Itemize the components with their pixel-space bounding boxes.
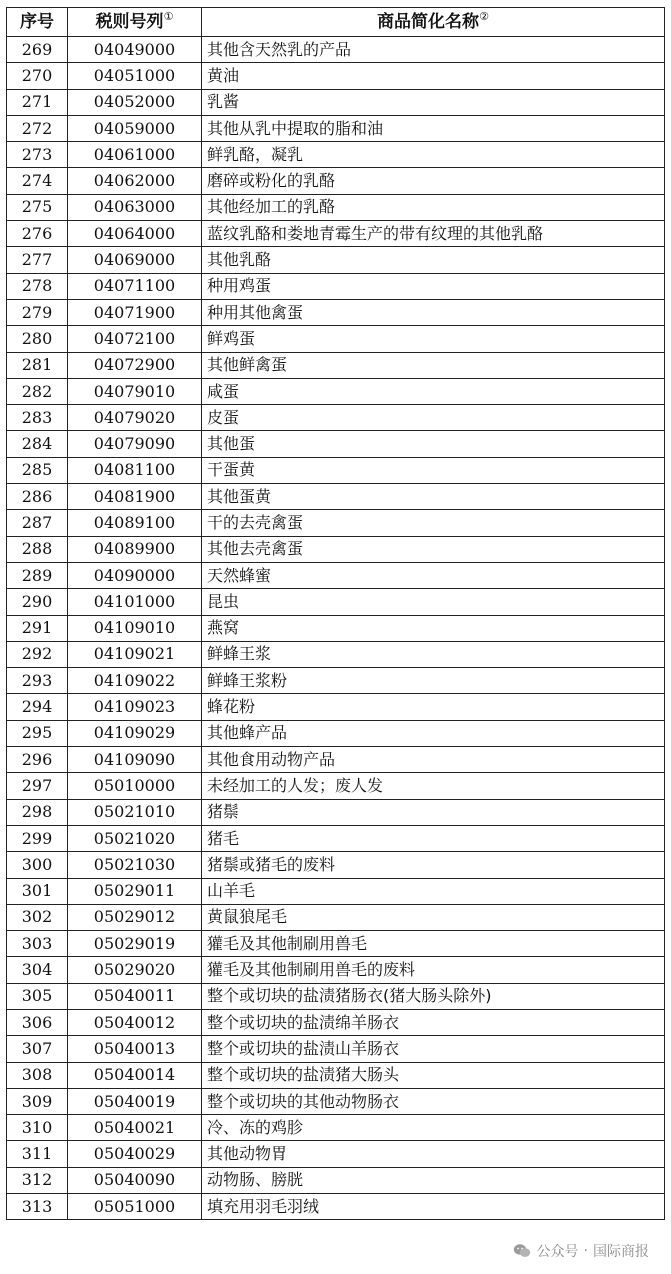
table-row [7, 89, 665, 115]
tariff-code-cell: 05021010 [68, 799, 202, 825]
serial-no-cell: 295 [7, 720, 68, 746]
tariff-code-cell: 04062000 [68, 168, 202, 194]
tariff-code-cell: 05021020 [68, 825, 202, 851]
tariff-code-cell: 04089100 [68, 510, 202, 536]
tariff-code-cell: 04109022 [68, 668, 202, 694]
tariff-code-cell: 05029019 [68, 931, 202, 957]
serial-no-cell: 289 [7, 562, 68, 588]
table-row [7, 1141, 665, 1167]
table-row [7, 536, 665, 562]
table-row [7, 668, 665, 694]
table-row [7, 878, 665, 904]
serial-no-cell: 286 [7, 484, 68, 510]
serial-no-cell: 273 [7, 142, 68, 168]
product-name-cell: 其他含天然乳的产品 [202, 37, 665, 63]
table-row [7, 1036, 665, 1062]
product-name-cell: 未经加工的人发；废人发 [202, 773, 665, 799]
product-name-cell: 其他蛋 [202, 431, 665, 457]
serial-no-cell: 302 [7, 904, 68, 930]
table-row [7, 484, 665, 510]
tariff-code-cell: 04089900 [68, 536, 202, 562]
serial-no-cell: 298 [7, 799, 68, 825]
table-body [7, 37, 665, 1220]
tariff-table-container [6, 7, 664, 1220]
product-name-cell: 猪鬃或猪毛的废料 [202, 852, 665, 878]
tariff-code-cell: 04061000 [68, 142, 202, 168]
serial-no-cell: 301 [7, 878, 68, 904]
serial-no-cell: 304 [7, 957, 68, 983]
serial-no-cell: 294 [7, 694, 68, 720]
tariff-code-cell: 04090000 [68, 562, 202, 588]
tariff-code-cell: 05040019 [68, 1088, 202, 1114]
tariff-code-cell: 04072900 [68, 352, 202, 378]
table-row [7, 63, 665, 89]
product-name-cell: 鲜乳酪，凝乳 [202, 142, 665, 168]
header-product-name: 商品简化名称② [202, 8, 665, 37]
table-row [7, 641, 665, 667]
table-row [7, 168, 665, 194]
tariff-code-cell: 04064000 [68, 221, 202, 247]
table-row [7, 115, 665, 141]
watermark-account-name: 国际商报 [593, 1244, 649, 1260]
product-name-cell: 干的去壳禽蛋 [202, 510, 665, 536]
table-row [7, 694, 665, 720]
product-name-cell: 其他动物胃 [202, 1141, 665, 1167]
serial-no-cell: 279 [7, 299, 68, 325]
product-name-cell: 整个或切块的盐渍山羊肠衣 [202, 1036, 665, 1062]
product-name-cell: 整个或切块的盐渍猪肠衣(猪大肠头除外) [202, 983, 665, 1009]
serial-no-cell: 311 [7, 1141, 68, 1167]
serial-no-cell: 275 [7, 194, 68, 220]
serial-no-cell: 271 [7, 89, 68, 115]
table-row [7, 378, 665, 404]
table-row [7, 1194, 665, 1220]
tariff-code-cell: 05040029 [68, 1141, 202, 1167]
serial-no-cell: 281 [7, 352, 68, 378]
tariff-code-cell: 04049000 [68, 37, 202, 63]
table-row [7, 957, 665, 983]
footnote-marker-2: ② [479, 10, 489, 23]
table-row [7, 747, 665, 773]
tariff-code-cell: 04071900 [68, 299, 202, 325]
serial-no-cell: 283 [7, 405, 68, 431]
product-name-cell: 整个或切块的其他动物肠衣 [202, 1088, 665, 1114]
product-name-cell: 其他蛋黄 [202, 484, 665, 510]
table-row [7, 221, 665, 247]
table-row [7, 983, 665, 1009]
watermark [509, 1239, 653, 1263]
table-row [7, 562, 665, 588]
header-tariff-code: 税则号列① [68, 8, 202, 37]
table-row [7, 1062, 665, 1088]
table-row [7, 405, 665, 431]
product-name-cell: 鲜蜂王浆粉 [202, 668, 665, 694]
serial-no-cell: 285 [7, 457, 68, 483]
serial-no-cell: 297 [7, 773, 68, 799]
tariff-code-cell: 05040090 [68, 1167, 202, 1193]
serial-no-cell: 296 [7, 747, 68, 773]
tariff-code-cell: 04101000 [68, 589, 202, 615]
product-name-cell: 皮蛋 [202, 405, 665, 431]
product-name-cell: 动物肠、膀胱 [202, 1167, 665, 1193]
table-row [7, 904, 665, 930]
product-name-cell: 蜂花粉 [202, 694, 665, 720]
product-name-cell: 干蛋黄 [202, 457, 665, 483]
product-name-cell: 其他鲜禽蛋 [202, 352, 665, 378]
tariff-code-cell: 04109021 [68, 641, 202, 667]
tariff-code-cell: 05051000 [68, 1194, 202, 1220]
serial-no-cell: 291 [7, 615, 68, 641]
product-name-cell: 鲜蜂王浆 [202, 641, 665, 667]
serial-no-cell: 276 [7, 221, 68, 247]
serial-no-cell: 309 [7, 1088, 68, 1114]
serial-no-cell: 290 [7, 589, 68, 615]
serial-no-cell: 288 [7, 536, 68, 562]
tariff-code-cell: 04079010 [68, 378, 202, 404]
product-name-cell: 其他去壳禽蛋 [202, 536, 665, 562]
serial-no-cell: 307 [7, 1036, 68, 1062]
tariff-table [6, 7, 665, 1220]
serial-no-cell: 292 [7, 641, 68, 667]
watermark-separator: · [583, 1243, 588, 1259]
table-row [7, 273, 665, 299]
table-row [7, 142, 665, 168]
table-row [7, 352, 665, 378]
product-name-cell: 其他食用动物产品 [202, 747, 665, 773]
product-name-cell: 黄鼠狼尾毛 [202, 904, 665, 930]
table-row [7, 510, 665, 536]
product-name-cell: 咸蛋 [202, 378, 665, 404]
tariff-code-cell: 05010000 [68, 773, 202, 799]
serial-no-cell: 305 [7, 983, 68, 1009]
table-row [7, 773, 665, 799]
product-name-cell: 其他蜂产品 [202, 720, 665, 746]
product-name-cell: 整个或切块的盐渍猪大肠头 [202, 1062, 665, 1088]
tariff-code-cell: 05040021 [68, 1115, 202, 1141]
product-name-cell: 其他乳酪 [202, 247, 665, 273]
table-row [7, 457, 665, 483]
tariff-code-cell: 04109010 [68, 615, 202, 641]
tariff-code-cell: 04072100 [68, 326, 202, 352]
wechat-official-account-icon [513, 1243, 531, 1259]
tariff-code-cell: 05021030 [68, 852, 202, 878]
serial-no-cell: 310 [7, 1115, 68, 1141]
tariff-code-cell: 04109029 [68, 720, 202, 746]
serial-no-cell: 300 [7, 852, 68, 878]
table-row [7, 1009, 665, 1035]
tariff-code-cell: 04069000 [68, 247, 202, 273]
product-name-cell: 獾毛及其他制刷用兽毛 [202, 931, 665, 957]
product-name-cell: 其他经加工的乳酪 [202, 194, 665, 220]
table-row [7, 299, 665, 325]
tariff-code-cell: 04109023 [68, 694, 202, 720]
product-name-cell: 其他从乳中提取的脂和油 [202, 115, 665, 141]
product-name-cell: 整个或切块的盐渍绵羊肠衣 [202, 1009, 665, 1035]
tariff-code-cell: 04071100 [68, 273, 202, 299]
tariff-code-cell: 05040011 [68, 983, 202, 1009]
product-name-cell: 天然蜂蜜 [202, 562, 665, 588]
product-name-cell: 磨碎或粉化的乳酪 [202, 168, 665, 194]
serial-no-cell: 277 [7, 247, 68, 273]
tariff-code-cell: 04063000 [68, 194, 202, 220]
table-row [7, 37, 665, 63]
product-name-cell: 乳酱 [202, 89, 665, 115]
tariff-code-cell: 04109090 [68, 747, 202, 773]
table-row [7, 799, 665, 825]
serial-no-cell: 293 [7, 668, 68, 694]
tariff-code-cell: 04079090 [68, 431, 202, 457]
product-name-cell: 獾毛及其他制刷用兽毛的废料 [202, 957, 665, 983]
tariff-code-cell: 05029011 [68, 878, 202, 904]
table-row [7, 589, 665, 615]
tariff-code-cell: 05040014 [68, 1062, 202, 1088]
tariff-code-cell: 05040012 [68, 1009, 202, 1035]
product-name-cell: 鲜鸡蛋 [202, 326, 665, 352]
product-name-cell: 燕窝 [202, 615, 665, 641]
serial-no-cell: 270 [7, 63, 68, 89]
table-row [7, 825, 665, 851]
watermark-label: 公众号 [536, 1244, 579, 1260]
table-row [7, 1088, 665, 1114]
table-row [7, 1167, 665, 1193]
serial-no-cell: 280 [7, 326, 68, 352]
product-name-cell: 山羊毛 [202, 878, 665, 904]
table-row [7, 431, 665, 457]
serial-no-cell: 313 [7, 1194, 68, 1220]
product-name-cell: 种用其他禽蛋 [202, 299, 665, 325]
table-row [7, 615, 665, 641]
table-row [7, 1115, 665, 1141]
product-name-cell: 填充用羽毛羽绒 [202, 1194, 665, 1220]
serial-no-cell: 306 [7, 1009, 68, 1035]
serial-no-cell: 299 [7, 825, 68, 851]
product-name-cell: 猪鬃 [202, 799, 665, 825]
tariff-code-cell: 05040013 [68, 1036, 202, 1062]
table-row [7, 194, 665, 220]
tariff-code-cell: 04052000 [68, 89, 202, 115]
serial-no-cell: 282 [7, 378, 68, 404]
tariff-code-cell: 04081100 [68, 457, 202, 483]
product-name-cell: 蓝纹乳酪和娄地青霉生产的带有纹理的其他乳酪 [202, 221, 665, 247]
product-name-cell: 种用鸡蛋 [202, 273, 665, 299]
table-row [7, 247, 665, 273]
serial-no-cell: 272 [7, 115, 68, 141]
product-name-cell: 昆虫 [202, 589, 665, 615]
serial-no-cell: 312 [7, 1167, 68, 1193]
table-row [7, 720, 665, 746]
tariff-code-cell: 04081900 [68, 484, 202, 510]
table-row [7, 852, 665, 878]
header-serial-no: 序号 [7, 8, 68, 37]
tariff-code-cell: 05029020 [68, 957, 202, 983]
serial-no-cell: 308 [7, 1062, 68, 1088]
product-name-cell: 黄油 [202, 63, 665, 89]
table-row [7, 931, 665, 957]
tariff-code-cell: 04059000 [68, 115, 202, 141]
serial-no-cell: 278 [7, 273, 68, 299]
tariff-code-cell: 04051000 [68, 63, 202, 89]
product-name-cell: 冷、冻的鸡胗 [202, 1115, 665, 1141]
table-row [7, 326, 665, 352]
serial-no-cell: 287 [7, 510, 68, 536]
product-name-cell: 猪毛 [202, 825, 665, 851]
serial-no-cell: 269 [7, 37, 68, 63]
footnote-marker-1: ① [163, 10, 174, 23]
serial-no-cell: 274 [7, 168, 68, 194]
tariff-code-cell: 05029012 [68, 904, 202, 930]
serial-no-cell: 303 [7, 931, 68, 957]
table-header-row [7, 8, 665, 37]
tariff-code-cell: 04079020 [68, 405, 202, 431]
serial-no-cell: 284 [7, 431, 68, 457]
